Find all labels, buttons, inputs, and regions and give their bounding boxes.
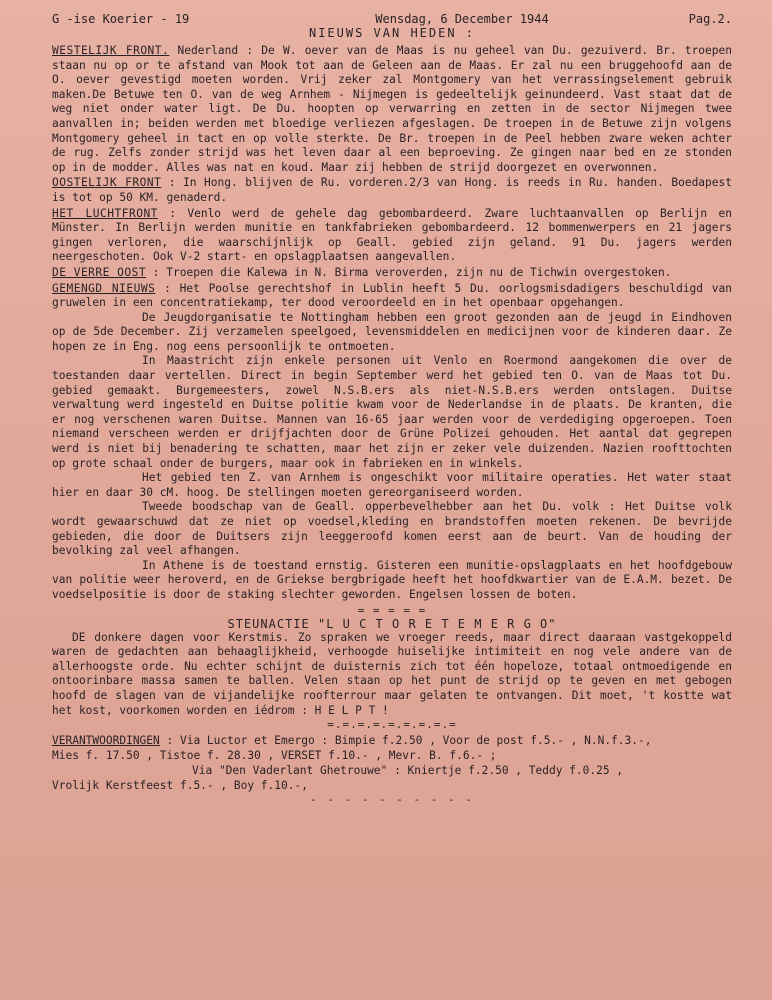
news-item: Het gebied ten Z. van Arnhem is ongeschikt voor militaire operaties. Het water staat hier en daar 30 cM. hoog. De stellingen moeten gereorganiseerd worden. (52, 471, 732, 499)
gemengd-nieuws (52, 282, 732, 603)
section-heading: DE VERRE OOST (52, 265, 147, 279)
verantwoordingen-line (52, 733, 732, 748)
separator: =.=.=.=.=.=.=.=.= (327, 718, 457, 732)
section-title: NIEUWS VAN HEDEN : (308, 26, 476, 40)
westelijk-front (52, 44, 732, 175)
news-item-text: : Het Poolse gerechtshof in Lublin heeft 5 Du. oorlogsmisdadigers beschuldigd van gruwelen in een concentratiekamp, ter dood veroordeeld en in het openbaar opgehangen. (52, 281, 732, 310)
news-item (52, 282, 732, 311)
verre-oost (52, 266, 732, 281)
separator: = = = = = (357, 603, 427, 617)
publication-name: G -ise Koerier - 19 (52, 12, 190, 26)
oostelijk-front (52, 176, 732, 205)
footer-dash: - - - - - - - - - - (310, 793, 474, 807)
section-heading: VERANTWOORDINGEN (52, 734, 160, 748)
page-number: Pag.2. (688, 12, 732, 26)
steunactie-title: STEUNACTIE "L U C T O R E T E M E R G O" (227, 616, 557, 631)
verantwoordingen-line: Mies f. 17.50 , Tistoe f. 28.30 , VERSET f.10.- , Mevr. B. f.6.- ; (52, 749, 497, 763)
news-item: In Athene is de toestand ernstig. Gisteren een munitie-opslagplaats en het hoofdgebouw van politie weer heroverd, en de Griekse bergbrigade heeft het hoofdkwartier van de E.A.M. bezet. De voedselpositie is door de staking slechter geworden. Engelsen lossen de boten. (52, 558, 732, 601)
section-heading: WESTELIJK FRONT. (52, 44, 170, 57)
section-body: : In Hong. blijven de Ru. vorderen.2/3 van Hong. is reeds in Ru. handen. Boedapest is tot op 50 KM. genaderd. (52, 176, 732, 204)
page-header (52, 12, 732, 26)
line-text: : Via Luctor et Emergo : Bimpie f.2.50 , Voor de post f.5.- , N.N.f.3.-, (159, 734, 652, 748)
verantwoordingen-line: Via "Den Vaderlant Ghetrouwe" : Kniertje f.2.50 , Teddy f.0.25 , (192, 764, 624, 778)
section-heading: OOSTELIJK FRONT (52, 176, 162, 190)
verantwoordingen (52, 733, 732, 793)
date-line: Wensdag, 6 December 1944 (375, 12, 549, 26)
section-body: : Venlo werd de gehele dag gebombardeerd. Zware luchtaanvallen op Berlijn en Münster. In Berlijn werden munitie en tankfabrieken gebombardeerd. 12 bommenwerpers en 21 jagers gingen verloren, die waarschijnlijk op Geall. gebied zijn geland. 91 Du. jagers werden neergeschoten. Ook V-2 start- en opslagplaatsen aangevallen. (52, 206, 732, 264)
section-body: : Troepen die Kalewa in N. Birma veroverden, zijn nu de Tichwin overgestoken. (146, 265, 672, 279)
news-item: De Jeugdorganisatie te Nottingham hebben een groot gezonden aan de jeugd in Eindhoven op de 5de December. Zij verzamelen speelgoed, levensmiddelen en medicijnen voor de kinderen daar. Ze hopen ze in Eng. nog eens persoonlijk te ontmoeten. (52, 310, 732, 353)
news-item: Tweede boodschap van de Geall. opperbevelhebber aan het Du. volk : Het Duitse volk wordt gewaarschuwd dat ze niet op voedsel,kleding en brandstoffen moeten rekenen. De bevrijde gebieden, die door de Duitsers zijn leeggeroofd komen eerst aan de beurt. Van de houding der bevolking zal veel afhangen. (52, 500, 732, 558)
news-item: In Maastricht zijn enkele personen uit Venlo en Roermond aangekomen die over de toestanden daar vertellen. Direct in begin September werd het gebied ten O. van de Maas tot Du. gebied gemaakt. Burgemeesters, zowel N.S.B.ers als niet-N.S.B.ers werden ontslagen. Duitse verwaltung werd ingesteld en Duitse politie kwam voor de Nederlandse in de plaats. De kranten, die er nog verschenen waren Duitse. Mannen van 16-65 jaar werden voor de verdediging opgeroepen. Toen niemand verscheen werden er drijfjachten door de Grüne Polizei gehouden. Het aantal dat gegrepen werd is niet bij benadering te schatten, maar het zijn er zeker vele duizenden. Nazien roofttochten op grote schaal onder de burgers, maar ook in fabrieken en in winkels. (52, 354, 732, 470)
section-heading: HET LUCHTFRONT (52, 206, 158, 220)
verantwoordingen-line: Vrolijk Kerstfeest f.5.- , Boy f.10.-, (52, 779, 308, 793)
section-heading: GEMENGD NIEUWS (52, 281, 156, 295)
section-body: Nederland : De W. oever van de Maas is nu geheel van Du. gezuiverd. Br. troepen staan nu op or te afstand van Mook tot aan de Geleen aan de Maas. Er zal nu een bruggehoofd aan de O. oever gevestigd moeten worden. Vrij zeker zal Montgomery van het verrassingselement gebruik maken.De Betuwe ten O. van de weg Arnhem - Nijmegen is gedeeltelijk geinundeerd. Vast staat dat de weg niet onder water ligt. De Du. hoopten op verwarring en zetten in de sector Nijmegen twee aanvallen in; beiden werden met bloedige verliezen afgeslagen. De troepen in de Betuwe zijn volgens Montgomery geheel in tact en op volle sterkte. De Br. troepen in de Peel hebben zware weken achter de rug. Zelfs zonder strijd was het leven daar al een beproeving. Ze gingen naar bed en ze stonden op in de modder. Alles was nat en koud. Maar zij hebben de strijd doorgezet en overwonnen. (52, 44, 732, 174)
luchtfront (52, 207, 732, 265)
steunactie-body: DE donkere dagen voor Kerstmis. Zo spraken we vroeger reeds, maar direct daaraan vastgekoppeld waren de gedachten aan behaaglijkheid, verhoogde huiselijke intimiteit en nog vele andere van de allerhoogste orde. Nu echter schijnt de duisternis zich tot één hopeloze, totaal ontmoedigende en ontoorinbare massa samen te ballen. Velen staan op het punt de strijd op te geven en met gebogen hoofd de slagen van de vijandelijke roofterrour maar gelaten te ontvangen. Dit moet, 't kostte wat het kost, voorkomen worden en iédrom : H E L P T ! (52, 630, 732, 717)
